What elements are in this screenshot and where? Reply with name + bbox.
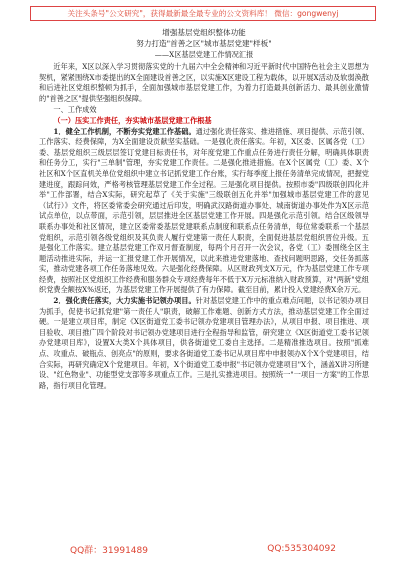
- promo-banner: [30, 6, 376, 21]
- subsection-heading: （一）压实工作责任，夯实城市基层党建工作根基: [53, 115, 212, 125]
- paragraph-2-text: 针对基层党建工作中的重点难点问题，以书记领办项目为抓手，促使书记抓党建"第一责任人"职责，破解工作难题、创新方式方法，推动基层党建工作全面过硬。一是建立项目库，制定《X区街道党工委书记领办党建项目管理办法》，从项目申报、项目推进、项目验收、项目推广四个阶段对书记领办党建项目进行全程指导和监管，研究建立《X区街道党工委书记领办党建项目库》，设置X大类X个具体项目，供各街道党工委自主选择。二是精准推选项目。按照"抓难点、攻重点、破瓶点、创亮点"的原则，要求各街道党工委书记从项目库中申报领办X个X个党建项目，结合实际，再研究确定X个党建项目。年初，X个街道党工委申报"书记领办党建项目"X个，涵盖X讲习所建设、"红色物业"、功能型党支部等多项重点工作。三是扎实推进项目。按照统一"一项目一方案"的工作思路，指行项目化管理。: [39, 296, 369, 390]
- body-paragraph-2: [39, 296, 369, 391]
- promo-banner-text: 关注头条号"公文研究"，获得最新最全最专业的公文资料库！ 微信：gongwenyj: [67, 9, 339, 18]
- paragraph-1-text: 通过强化责任落实、推进措施、项目提供、示范引领、工作落实、经费保障，为X全面建设贡献坚实基础。一是强化责任落实。年初，X区委、区属各党（工）委、基层党组织三级层层签订党建目标责任书，对年度党建工作重点任务进行责任分解，明确具体职责和任务分工，实行"三单制"管理，夯实党建工作责任。二是强化推进措施。在X个区属党（工）委、X个社区和X个区直机关单位党组织中建立书记抓党建工作台账，实行每季度上报任务清单完成情况，把握党建进度，跟踪问效，严格考核管理基层党建工作全过程。三是强化项目提供。按照市委"四级联创四化并举"工作部署，结合X实际，研究起草了《关于实施"三级联创五化并举"加强城市基层党建工作的意见（试行）》文件，将区委常委会研究通过后印发，明确武汉路街道办事处、城南街道办事处作为X区示范试点单位，以点带面，示范引领，层层推进全区基层党建工作开展。四是强化示范引领。结合区级领导联系办事处和社区情况，建立区委常委基层党建联系点制度和联系点任务清单，每位常委联系一个基层党组织，示范引领各级党组织及其负责人履行党建第一责任人职责，全面促进基层党组织晋位升级。五是强化工作落实。建立基层党建工作双月督查制度，每两个月召开一次会议，各党（工）委围绕全区主题活动推进实际，并运一汇报党建工作开展情况，以此来推进党建落地、查找问题明思路，交任务抓落实，推动党建各项工作任务落地见效。六是强化经费保障。从区财政列支X万元，作为基层党建工作专项经费，按照社区党组织工作经费和服务群众专项经费每年不低于X万元标准纳入财政预算，对"两新"党组织党费全额按X%返还，为基层党建工作开展提供了有力保障。截至目前，累计投入党建经费X余万元。: [39, 126, 369, 295]
- paragraph-1-lead: 1．健全工作机制，不断夯实党建工作基础。: [53, 126, 196, 136]
- paragraph-2-lead: 2．强化责任落实，大力实施书记领办项目。: [53, 296, 196, 306]
- section-heading: 一、工作成效: [53, 105, 97, 115]
- body-paragraph-1: [39, 127, 369, 297]
- contact-footer: [30, 540, 376, 558]
- document-subtitle: 努力打造"首善之区"城市基层党建"样板": [136, 39, 272, 48]
- document-byline: ——X区基层党建工作情况汇报: [154, 50, 254, 59]
- document-body: [39, 27, 369, 537]
- document-title: 增强基层党组织整体功能: [162, 28, 246, 37]
- intro-paragraph: 近年来，X区以深入学习贯彻落实党的十九届六中全会精神和习近平新时代中国特色社会主义思想为契机，紧紧围绕X市委提出的X全面建设首善之区，以实施X区建设工程为载体，以开展X活动及软弱涣散和后进社区党组织整顿为抓手，全面加强城市基层党建工作，为着力打造最具创新活力、最具创业激情的"首善之区"提供坚强组织保障。: [39, 62, 369, 103]
- qq-group: QQ群：31991489: [70, 545, 148, 556]
- qq-number: QQ:535304092: [267, 544, 336, 554]
